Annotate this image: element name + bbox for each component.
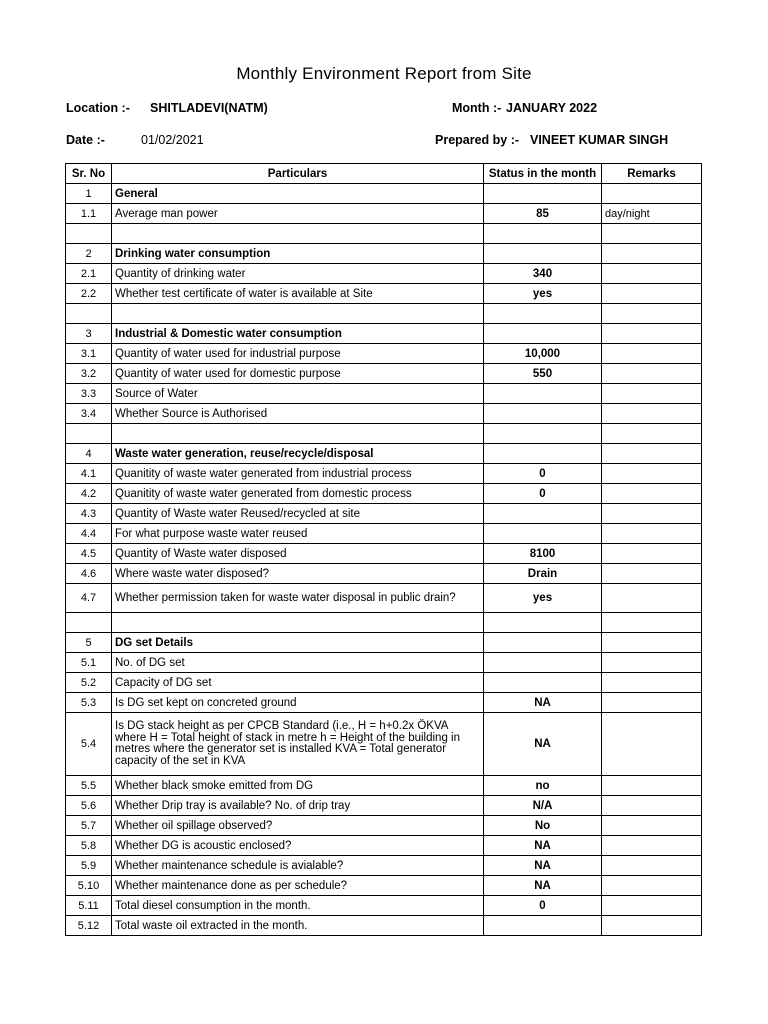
row-status: 10,000 (484, 344, 602, 364)
header-remarks: Remarks (602, 164, 702, 184)
table-body (66, 184, 702, 936)
row-particular: No. of DG set (112, 653, 484, 673)
header-status: Status in the month (484, 164, 602, 184)
prepared-by-label: Prepared by :- (435, 133, 520, 147)
row-remarks (602, 836, 702, 856)
row-status: yes (484, 284, 602, 304)
row-status (484, 916, 602, 936)
row-status (484, 444, 602, 464)
table-row (66, 653, 702, 673)
row-remarks (602, 324, 702, 344)
table-row (66, 464, 702, 484)
row-particular: General (112, 184, 484, 204)
row-sr-no: 1.1 (66, 204, 112, 224)
row-sr-no: 4.2 (66, 484, 112, 504)
month-label: Month :- (452, 101, 502, 115)
row-sr-no: 3.1 (66, 344, 112, 364)
row-particular: Whether maintenance done as per schedule? (112, 876, 484, 896)
table-row (66, 204, 702, 224)
table-row (66, 244, 702, 264)
row-status: NA (484, 876, 602, 896)
table-row (66, 284, 702, 304)
row-particular: Total waste oil extracted in the month. (112, 916, 484, 936)
row-sr-no (66, 304, 112, 324)
row-remarks (602, 304, 702, 324)
table-row (66, 896, 702, 916)
row-remarks (602, 876, 702, 896)
row-sr-no: 3.4 (66, 404, 112, 424)
row-remarks (602, 776, 702, 796)
row-particular: Whether Source is Authorised (112, 404, 484, 424)
row-status (484, 244, 602, 264)
table-row (66, 184, 702, 204)
row-status: yes (484, 584, 602, 613)
report-title: Monthly Environment Report from Site (236, 64, 532, 83)
row-particular: Average man power (112, 204, 484, 224)
row-sr-no: 4.5 (66, 544, 112, 564)
row-sr-no: 5.12 (66, 916, 112, 936)
table-row (66, 404, 702, 424)
table-row (66, 816, 702, 836)
table-row (66, 693, 702, 713)
row-remarks (602, 344, 702, 364)
row-particular: Quanitity of waste water generated from industrial process (112, 464, 484, 484)
row-remarks (602, 613, 702, 633)
table-row (66, 264, 702, 284)
row-remarks (602, 584, 702, 613)
row-remarks (602, 633, 702, 653)
row-remarks (602, 653, 702, 673)
row-sr-no: 2 (66, 244, 112, 264)
table-row (66, 564, 702, 584)
row-remarks (602, 816, 702, 836)
row-remarks (602, 796, 702, 816)
row-sr-no: 5.2 (66, 673, 112, 693)
row-particular: Quantity of drinking water (112, 264, 484, 284)
row-particular: Waste water generation, reuse/recycle/disposal (112, 444, 484, 464)
row-particular: Drinking water consumption (112, 244, 484, 264)
row-remarks (602, 364, 702, 384)
row-sr-no: 4 (66, 444, 112, 464)
row-sr-no: 5.10 (66, 876, 112, 896)
row-particular: Whether test certificate of water is available at Site (112, 284, 484, 304)
row-status: No (484, 816, 602, 836)
row-remarks (602, 544, 702, 564)
row-status (484, 613, 602, 633)
table-row (66, 584, 702, 613)
row-status (484, 653, 602, 673)
table-row (66, 836, 702, 856)
month-value: JANUARY 2022 (506, 101, 598, 115)
row-sr-no: 2.1 (66, 264, 112, 284)
row-status: 0 (484, 464, 602, 484)
row-particular: Whether Drip tray is available? No. of drip tray (112, 796, 484, 816)
row-sr-no: 3.2 (66, 364, 112, 384)
row-status (484, 524, 602, 544)
row-particular: Whether permission taken for waste water disposal in public drain? (112, 584, 484, 613)
table-row (66, 224, 702, 244)
row-sr-no (66, 613, 112, 633)
row-status: NA (484, 713, 602, 776)
table-row (66, 324, 702, 344)
row-status (484, 404, 602, 424)
row-particular (112, 424, 484, 444)
row-sr-no: 2.2 (66, 284, 112, 304)
row-status (484, 384, 602, 404)
row-particular: Source of Water (112, 384, 484, 404)
row-remarks (602, 504, 702, 524)
row-status (484, 504, 602, 524)
row-sr-no (66, 424, 112, 444)
row-remarks (602, 856, 702, 876)
row-sr-no: 5.1 (66, 653, 112, 673)
row-particular: Quantity of water used for industrial purpose (112, 344, 484, 364)
row-particular: Whether oil spillage observed? (112, 816, 484, 836)
row-particular (112, 224, 484, 244)
row-status: no (484, 776, 602, 796)
table-row (66, 344, 702, 364)
table-row (66, 524, 702, 544)
location-label: Location :- (66, 101, 130, 115)
row-remarks (602, 673, 702, 693)
row-remarks (602, 564, 702, 584)
row-status: Drain (484, 564, 602, 584)
table-row (66, 673, 702, 693)
row-sr-no: 5.5 (66, 776, 112, 796)
row-particular: DG set Details (112, 633, 484, 653)
row-sr-no: 4.3 (66, 504, 112, 524)
row-sr-no: 3 (66, 324, 112, 344)
row-remarks (602, 916, 702, 936)
row-sr-no: 5.4 (66, 713, 112, 776)
row-remarks (602, 693, 702, 713)
table-row (66, 916, 702, 936)
row-status: 8100 (484, 544, 602, 564)
row-remarks (602, 384, 702, 404)
row-remarks (602, 224, 702, 244)
row-sr-no: 5.8 (66, 836, 112, 856)
row-status (484, 424, 602, 444)
row-particular: Quanitity of waste water generated from domestic process (112, 484, 484, 504)
row-sr-no: 3.3 (66, 384, 112, 404)
table-row (66, 544, 702, 564)
table-row (66, 796, 702, 816)
row-particular: For what purpose waste water reused (112, 524, 484, 544)
row-particular (112, 304, 484, 324)
report-table (65, 163, 702, 936)
row-status (484, 633, 602, 653)
row-particular: Where waste water disposed? (112, 564, 484, 584)
row-remarks (602, 464, 702, 484)
row-remarks (602, 284, 702, 304)
table-row (66, 633, 702, 653)
table-row (66, 613, 702, 633)
row-sr-no: 4.7 (66, 584, 112, 613)
table-row (66, 424, 702, 444)
table-row (66, 364, 702, 384)
row-sr-no: 4.1 (66, 464, 112, 484)
table-row (66, 444, 702, 464)
row-remarks (602, 524, 702, 544)
row-sr-no: 5.3 (66, 693, 112, 713)
date-value: 01/02/2021 (141, 133, 204, 147)
row-particular: Is DG stack height as per CPCB Standard (i.e., H = h+0.2x ÖKVA where H = Total height of stack in metre h = Height of the building in metres where the generator set is installed KVA = Total generator capacity of the set in KVA (112, 713, 484, 776)
table-row (66, 713, 702, 776)
row-particular: Whether black smoke emitted from DG (112, 776, 484, 796)
row-particular: Industrial & Domestic water consumption (112, 324, 484, 344)
row-status: 0 (484, 484, 602, 504)
row-status: 0 (484, 896, 602, 916)
row-sr-no: 4.6 (66, 564, 112, 584)
table-row (66, 776, 702, 796)
row-particular: Quantity of Waste water Reused/recycled at site (112, 504, 484, 524)
location-value: SHITLADEVI(NATM) (150, 101, 268, 115)
row-status (484, 304, 602, 324)
table-row (66, 384, 702, 404)
row-sr-no: 5.9 (66, 856, 112, 876)
row-status: 340 (484, 264, 602, 284)
row-status (484, 224, 602, 244)
header-particulars: Particulars (112, 164, 484, 184)
row-remarks (602, 264, 702, 284)
table-row (66, 504, 702, 524)
row-remarks (602, 184, 702, 204)
row-sr-no (66, 224, 112, 244)
row-status: NA (484, 856, 602, 876)
row-particular: Quantity of water used for domestic purpose (112, 364, 484, 384)
table-header-row (66, 164, 702, 184)
row-remarks (602, 244, 702, 264)
row-status: N/A (484, 796, 602, 816)
row-sr-no: 1 (66, 184, 112, 204)
row-particular: Capacity of DG set (112, 673, 484, 693)
header-sr-no: Sr. No (66, 164, 112, 184)
row-particular: Total diesel consumption in the month. (112, 896, 484, 916)
row-status: NA (484, 693, 602, 713)
row-particular: Quantity of Waste water disposed (112, 544, 484, 564)
row-particular: Whether DG is acoustic enclosed? (112, 836, 484, 856)
row-status: NA (484, 836, 602, 856)
row-remarks (602, 444, 702, 464)
row-remarks (602, 424, 702, 444)
row-remarks (602, 896, 702, 916)
prepared-by-value: VINEET KUMAR SINGH (530, 133, 669, 147)
row-status (484, 673, 602, 693)
row-remarks (602, 713, 702, 776)
row-sr-no: 5.6 (66, 796, 112, 816)
date-label: Date :- (66, 133, 105, 147)
row-sr-no: 5.11 (66, 896, 112, 916)
row-sr-no: 5 (66, 633, 112, 653)
row-status: 550 (484, 364, 602, 384)
row-remarks (602, 404, 702, 424)
row-remarks: day/night (602, 204, 702, 224)
table-row (66, 856, 702, 876)
row-particular: Is DG set kept on concreted ground (112, 693, 484, 713)
row-remarks (602, 484, 702, 504)
row-status (484, 324, 602, 344)
row-sr-no: 4.4 (66, 524, 112, 544)
table-row (66, 876, 702, 896)
row-particular (112, 613, 484, 633)
row-sr-no: 5.7 (66, 816, 112, 836)
row-status: 85 (484, 204, 602, 224)
row-particular: Whether maintenance schedule is avialable? (112, 856, 484, 876)
table-row (66, 304, 702, 324)
table-row (66, 484, 702, 504)
row-status (484, 184, 602, 204)
